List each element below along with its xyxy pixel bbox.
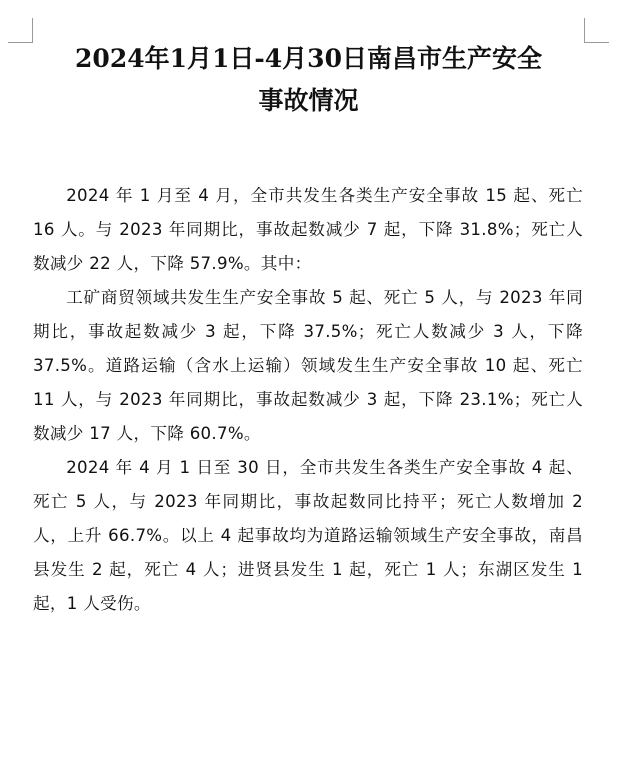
crop-mark-top-right xyxy=(584,18,609,43)
paragraph-sectors: 工矿商贸领域共发生生产安全事故 5 起、死亡 5 人，与 2023 年同期比，事故起数减少 3 起，下降 37.5%；死亡人数减少 3 人，下降 37.5%。道路运输（含水上运输）领域发生生产安全事故 10 起、死亡 11 人，与 2023 年同期比，事故起数减少 3 起，下降 23.1%；死亡人数减少 17 人，下降 60.7%。 xyxy=(33,288,583,443)
document-title xyxy=(30,38,587,122)
paragraph-april: 2024 年 4 月 1 日至 30 日，全市共发生各类生产安全事故 4 起、死亡 5 人，与 2023 年同期比，事故起数同比持平；死亡人数增加 2 人，上升 66.7%。以上 4 起事故均为道路运输领域生产安全事故，南昌县发生 2 起，死亡 4 人；进贤县发生 1 起，死亡 1 人；东湖区发生 1 起，1 人受伤。 xyxy=(33,458,583,613)
paragraph-summary: 2024 年 1 月至 4 月，全市共发生各类生产安全事故 15 起、死亡 16 人。与 2023 年同期比，事故起数减少 7 起，下降 31.8%；死亡人数减少 22 人，下降 57.9%。其中： xyxy=(33,186,583,273)
document-body xyxy=(33,179,583,621)
title-line-1: 2024年1月1日-4月30日南昌市生产安全 xyxy=(75,44,542,73)
title-line-2: 事故情况 xyxy=(258,86,359,115)
